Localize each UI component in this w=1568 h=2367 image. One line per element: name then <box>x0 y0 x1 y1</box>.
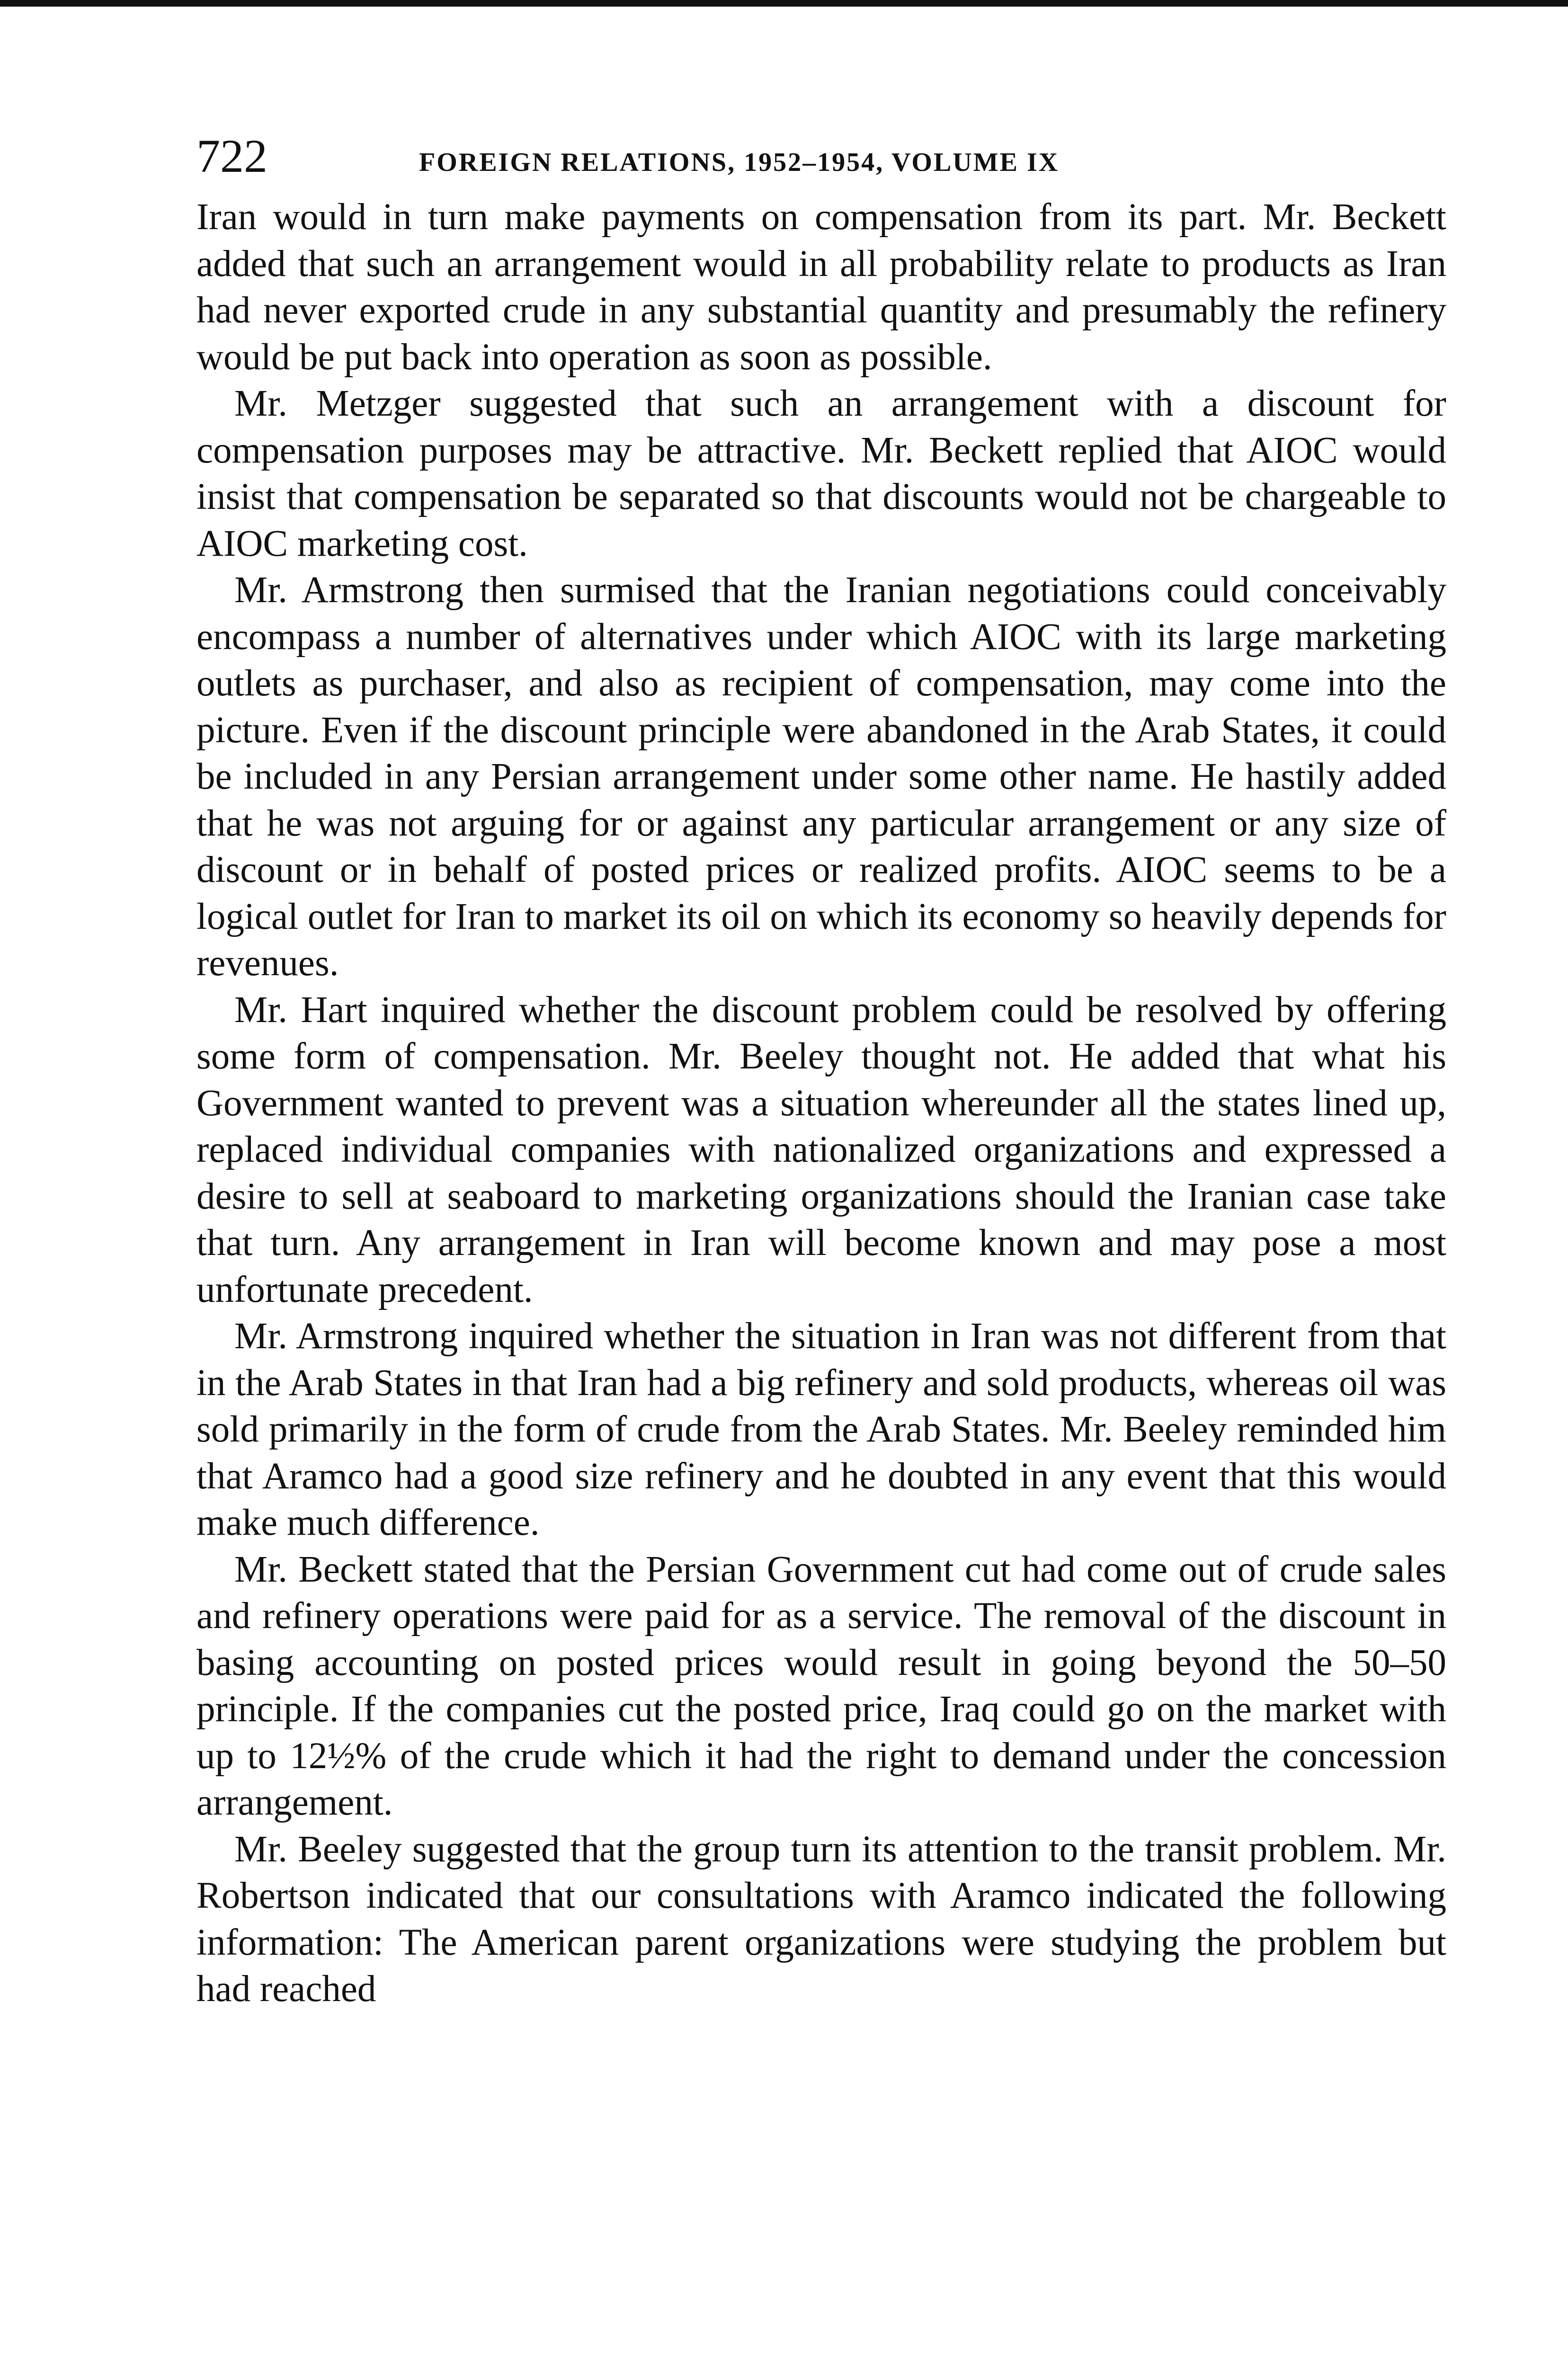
paragraph: Mr. Armstrong then surmised that the Iranian negotiations could conceivably encompass a number of alternatives under which AIOC with its large marketing outlets as purchaser, and also as recipient of compensation, may come into the picture. Even if the discount principle were abandoned in the Arab States, it could be included in any Persian arrangement under some other name. He hastily added that he was not arguing for or against any particular arrangement or any size of discount or in behalf of posted prices or realized profits. AIOC seems to be a logical outlet for Iran to market its oil on which its economy so heavily depends for revenues. <box>196 570 1446 984</box>
body-text <box>196 194 1446 2013</box>
document-page <box>196 128 1446 2013</box>
paragraph: Mr. Armstrong inquired whether the situation in Iran was not different from that in the Arab States in that Iran had a big refinery and sold products, whereas oil was sold primarily in the form of crude from the Arab States. Mr. Beeley reminded him that Aramco had a good size refinery and he doubted in any event that this would make much difference. <box>196 1316 1446 1543</box>
paragraph: Mr. Beeley suggested that the group turn its attention to the transit problem. Mr. Robertson indicated that our consultations with Aramco indicated the following information: The American parent organizations were studying the problem but had reached <box>196 1828 1446 2010</box>
running-head-title: FOREIGN RELATIONS, 1952–1954, VOLUME IX <box>419 148 1060 177</box>
page-number: 722 <box>196 130 267 182</box>
paragraph: Mr. Metzger suggested that such an arrangement with a discount for compensation purposes may be attractive. Mr. Beckett replied that AIOC would insist that compensation be separated so that discounts would not be chargeable to AIOC marketing cost. <box>196 383 1446 564</box>
paragraph: Mr. Hart inquired whether the discount problem could be resolved by offering some form of compensation. Mr. Beeley thought not. He added that what his Government wanted to prevent was a situation whereunder all the states lined up, replaced individual companies with nationalized organizations and expressed a desire to sell at seaboard to marketing organizations should the Iranian case take that turn. Any arrangement in Iran will become known and may pose a most unfortunate precedent. <box>196 989 1446 1310</box>
paragraph: Mr. Beckett stated that the Persian Government cut had come out of crude sales and refinery operations were paid for as a service. The removal of the discount in basing accounting on posted prices would result in going beyond the 50–50 principle. If the companies cut the posted price, Iraq could go on the market with up to 12½% of the crude which it had the right to demand under the concession arrangement. <box>196 1548 1446 1823</box>
top-edge-rule <box>0 0 1568 7</box>
paragraph-continued: Iran would in turn make payments on compensation from its part. Mr. Beckett added that such an arrangement would in all probability relate to products as Iran had never exported crude in any substantial quantity and presumably the refinery would be put back into operation as soon as possible. <box>196 196 1446 378</box>
running-head <box>196 128 1446 189</box>
